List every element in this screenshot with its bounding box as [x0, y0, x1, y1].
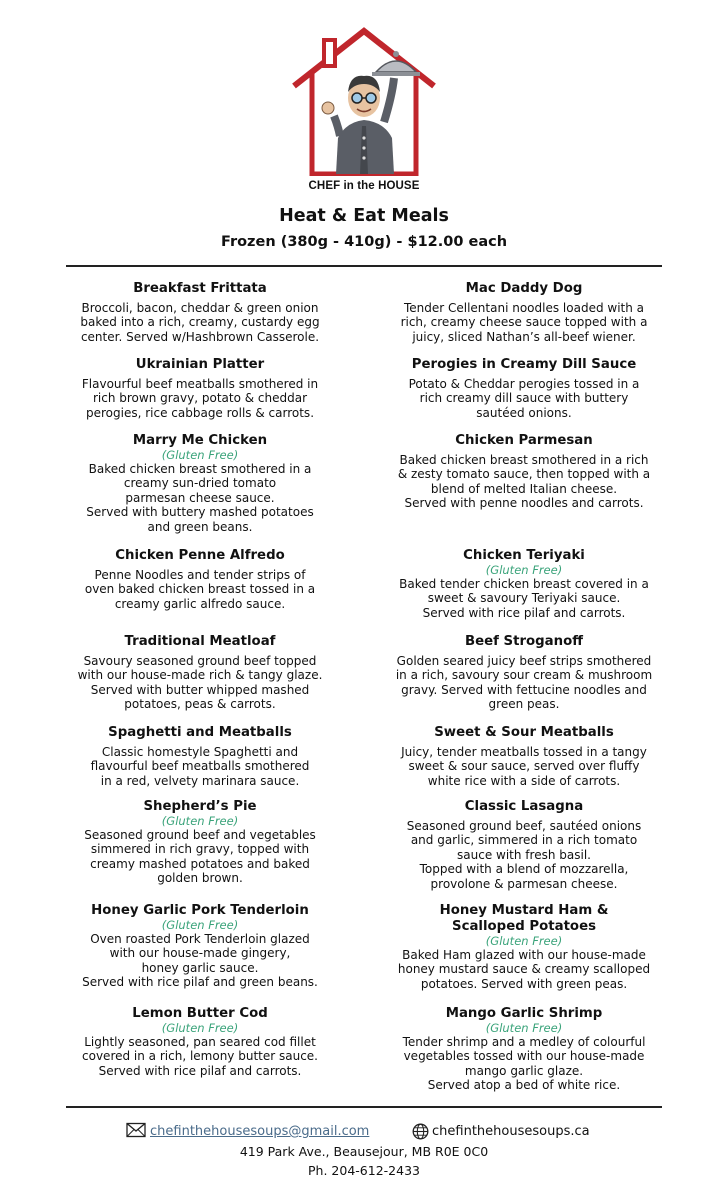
menu-item-name: Beef Stroganoff: [464, 634, 584, 649]
menu-item-classic-lasagna: [364, 799, 684, 891]
menu-item-chicken-penne-alfredo: [40, 548, 360, 611]
gluten-free-tag: (Gluten Free): [161, 448, 239, 462]
globe-icon: [412, 1123, 429, 1140]
menu-item-name: Marry Me Chicken: [132, 433, 268, 448]
menu-item-description: Classic homestyle Spaghetti and flavourful beef meatballs smothered in a red, velvety marinara sauce.: [90, 745, 310, 788]
menu-item-honey-mustard-ham-scalloped-potatoes: [364, 903, 684, 991]
gluten-free-tag: (Gluten Free): [161, 1021, 239, 1035]
menu-item-description: Broccoli, bacon, cheddar & green onion baked into a rich, creamy, custardy egg center. Served w/Hashbrown Casserole.: [80, 301, 320, 344]
menu-item-marry-me-chicken: [40, 433, 360, 534]
menu-item-description: Golden seared juicy beef strips smothered in a rich, savoury sour cream & mushroom gravy. Served with fettucine noodles and green peas.: [395, 654, 653, 712]
gluten-free-tag: (Gluten Free): [485, 934, 563, 948]
menu-item-description: Tender Cellentani noodles loaded with a rich, creamy cheese sauce topped with a juicy, sliced Nathan’s all-beef wiener.: [400, 301, 648, 344]
menu-item-description: Lightly seasoned, pan seared cod fillet covered in a rich, lemony butter sauce. Served with rice pilaf and carrots.: [82, 1035, 318, 1078]
menu-item-name: Classic Lasagna: [464, 799, 584, 814]
menu-item-spaghetti-and-meatballs: [40, 725, 360, 788]
menu-item-name: Honey Garlic Pork Tenderloin: [91, 903, 309, 918]
menu-item-chicken-teriyaki: [364, 548, 684, 620]
menu-item-name: Mac Daddy Dog: [465, 281, 583, 296]
gluten-free-tag: (Gluten Free): [161, 918, 239, 932]
menu-item-name: Ukrainian Platter: [135, 357, 265, 372]
menu-item-name: Chicken Teriyaki: [463, 548, 585, 563]
menu-item-name: Breakfast Frittata: [133, 281, 267, 296]
menu-item-lemon-butter-cod: [40, 1006, 360, 1078]
menu-item-description: Penne Noodles and tender strips of oven baked chicken breast tossed in a creamy garlic alfredo sauce.: [84, 568, 316, 611]
menu-item-description: Baked chicken breast smothered in a rich & zesty tomato sauce, then topped with a blend of melted Italian cheese. Served with penne noodles and carrots.: [397, 453, 651, 511]
menu-item-name: Sweet & Sour Meatballs: [434, 725, 614, 740]
address: 419 Park Ave., Beausejour, MB R0E 0C0: [239, 1144, 489, 1159]
menu-item-perogies-in-creamy-dill-sauce: [364, 357, 684, 420]
logo-text: CHEF in the HOUSE: [308, 180, 420, 192]
page-subtitle: Frozen (380g - 410g) - $12.00 each: [220, 234, 508, 250]
menu-item-name: Traditional Meatloaf: [124, 634, 276, 649]
menu-item-description: Seasoned ground beef, sautéed onions and garlic, simmered in a rich tomato sauce with fresh basil. Topped with a blend of mozzarella, provolone & parmesan cheese.: [406, 819, 642, 891]
menu-item-name: Perogies in Creamy Dill Sauce: [411, 357, 637, 372]
menu-item-description: Baked chicken breast smothered in a creamy sun-dried tomato parmesan cheese sauce. Served with buttery mashed potatoes and green beans.: [86, 462, 314, 534]
menu-item-breakfast-frittata: [40, 281, 360, 344]
website-link[interactable]: chefinthehousesoups.ca: [432, 1124, 590, 1139]
gluten-free-tag: (Gluten Free): [485, 1021, 563, 1035]
menu-item-mango-garlic-shrimp: [364, 1006, 684, 1093]
menu-item-description: Potato & Cheddar perogies tossed in a rich creamy dill sauce with buttery sautéed onions.: [408, 377, 640, 420]
menu-item-sweet-sour-meatballs: [364, 725, 684, 788]
envelope-icon: [126, 1122, 146, 1138]
menu-item-mac-daddy-dog: [364, 281, 684, 344]
menu-item-description: Tender shrimp and a medley of colourful vegetables tossed with our house-made mango garlic glaze. Served atop a bed of white rice.: [402, 1035, 646, 1093]
menu-item-beef-stroganoff: [364, 634, 684, 712]
menu-item-honey-garlic-pork-tenderloin: [40, 903, 360, 990]
menu-item-name: Chicken Parmesan: [455, 433, 593, 448]
menu-item-shepherd-s-pie: [40, 799, 360, 886]
gluten-free-tag: (Gluten Free): [161, 814, 239, 828]
menu-item-name: Chicken Penne Alfredo: [115, 548, 285, 563]
email-link[interactable]: chefinthehousesoups@gmail.com: [150, 1124, 370, 1139]
menu-item-description: Juicy, tender meatballs tossed in a tangy sweet & sour sauce, served over fluffy white rice with a side of carrots.: [401, 745, 647, 788]
menu-item-name: Honey Mustard Ham & Scalloped Potatoes: [439, 903, 609, 934]
footer-contact: [0, 1122, 728, 1142]
menu-item-name: Mango Garlic Shrimp: [445, 1006, 603, 1021]
menu-item-chicken-parmesan: [364, 433, 684, 511]
menu-item-description: Flavourful beef meatballs smothered in rich brown gravy, potato & cheddar perogies, rice cabbage rolls & carrots.: [81, 377, 319, 420]
menu-item-traditional-meatloaf: [40, 634, 360, 712]
menu-item-description: Baked Ham glazed with our house-made honey mustard sauce & creamy scalloped potatoes. Served with green peas.: [397, 948, 651, 991]
menu-item-description: Oven roasted Pork Tenderloin glazed with our house-made gingery, honey garlic sauce. Served with rice pilaf and green beans.: [82, 932, 318, 990]
menu-item-ukrainian-platter: [40, 357, 360, 420]
gluten-free-tag: (Gluten Free): [485, 563, 563, 577]
bottom-divider: [66, 1106, 662, 1108]
menu-item-name: Spaghetti and Meatballs: [108, 725, 292, 740]
menu-item-name: Lemon Butter Cod: [132, 1006, 268, 1021]
menu-item-description: Seasoned ground beef and vegetables simmered in rich gravy, topped with creamy mashed potatoes and baked golden brown.: [84, 828, 316, 886]
page-title: Heat & Eat Meals: [279, 206, 449, 226]
phone-number: Ph. 204-612-2433: [308, 1163, 420, 1178]
menu-item-description: Baked tender chicken breast covered in a sweet & savoury Teriyaki sauce. Served with rice pilaf and carrots.: [399, 577, 649, 620]
menu-item-description: Savoury seasoned ground beef topped with our house-made rich & tangy glaze. Served with butter whipped mashed potatoes, peas & carrots.: [77, 654, 323, 712]
menu-item-name: Shepherd’s Pie: [143, 799, 257, 814]
